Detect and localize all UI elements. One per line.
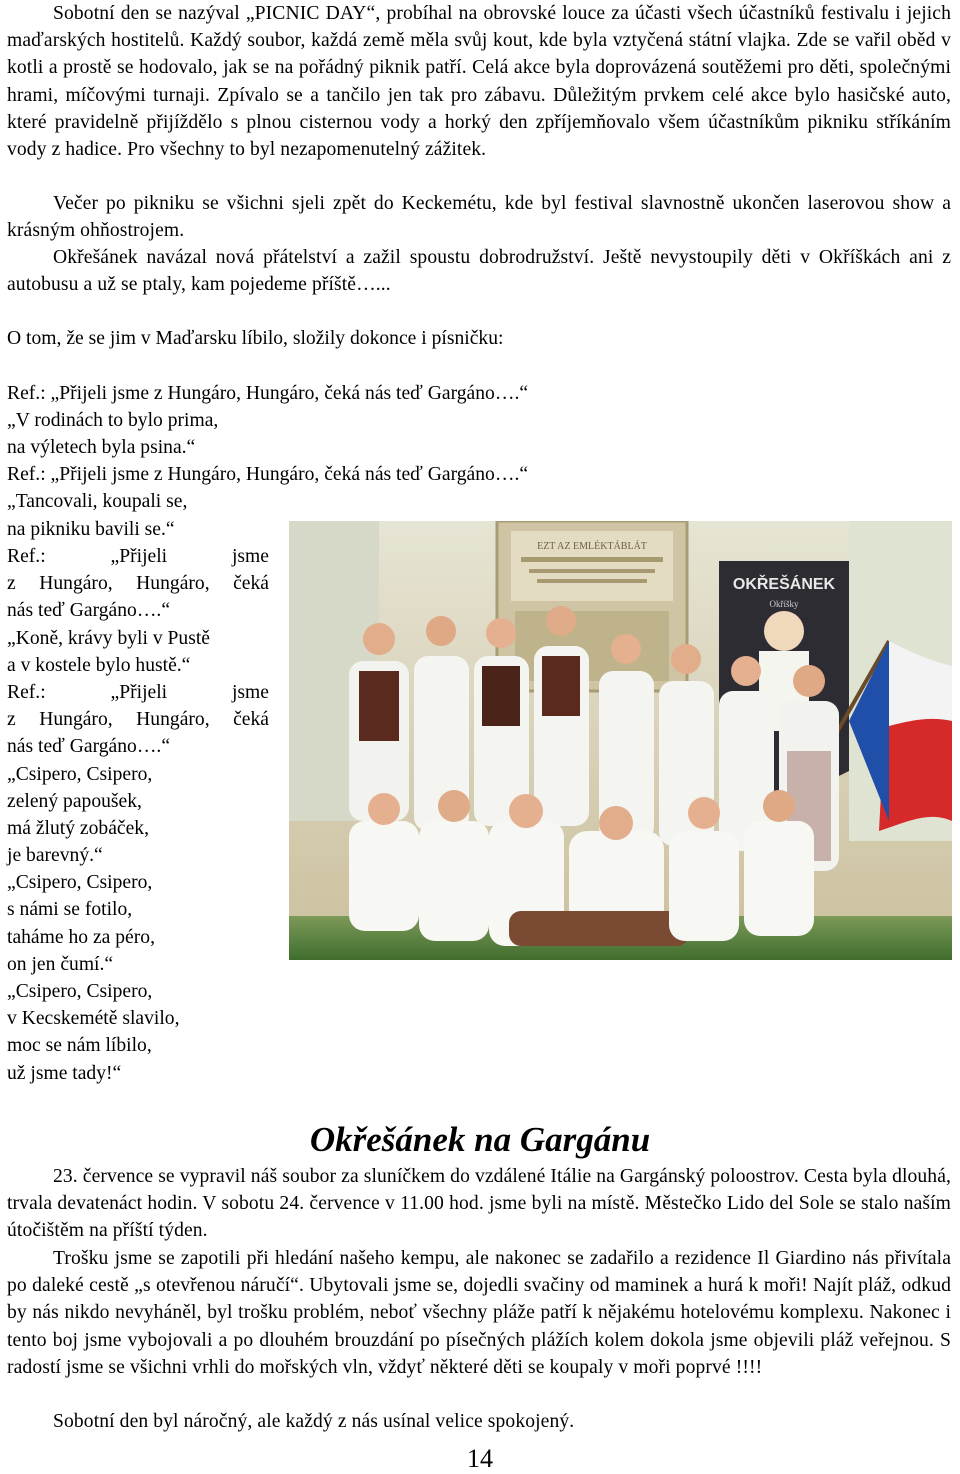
song-line: v Kecskemétě slavilo, xyxy=(7,1008,180,1030)
song-line: zelený papoušek, xyxy=(7,790,142,812)
song-line: Ref.: „Přijeli jsme z Hungáro, Hungáro, čeká nás teď Gargáno….“ xyxy=(7,464,529,485)
section-paragraph-2: Trošku jsme se zapotili při hledání našeho kempu, ale nakonec se zadařilo a rezidence Il Giardino nás přivítala po daleké cestě „s otevřenou náručí“. Ubytovali jsme se, dojedli svačiny od maminek a hurá k moři! Najít pláž, odkud by nás nikdo nevyháněl, byl trošku problém, neboť všechny pláže patří k nějakému hotelovému komplexu. Nakonec i tento boj jsme vybojovali a po dlouhém brouzdání po písečných plážích kolem dokola jsme objevili pláž veřejnou. S radostí jsme se všichni vrhli do mořských vln, vždyť některé děti se koupaly v moři poprvé !!!! xyxy=(7,1248,951,1378)
intro-paragraph-3: Okřešánek navázal nová přátelství a zažil spoustu dobrodružství. Ještě nevystoupily děti v Okříškách ani z autobusu a už se ptaly, kam pojedeme příště…... xyxy=(7,247,951,296)
section-paragraph-3: Sobotní den byl náročný, ale každý z nás usínal velice spokojený. xyxy=(53,1411,575,1432)
song-line: už jsme tady!“ xyxy=(7,1062,122,1084)
song-intro: O tom, že se jim v Maďarsku líbilo, složily dokonce i písničku: xyxy=(7,328,504,349)
song-line: nás teď Gargáno….“ xyxy=(7,600,171,622)
group-photo-illustration xyxy=(289,521,952,960)
song-line: Ref.: „Přijeli jsme xyxy=(7,681,269,703)
page-number: 14 xyxy=(467,1444,493,1473)
section-paragraph-1: 23. července se vypravil náš soubor za sluníčkem do vzdálené Itálie na Gargánský poloostrov. Cesta byla dlouhá, trvala devatenáct hodin. V sobotu 24. července v 11.00 hod. jsme byli na místě. Městečko Lido del Sole se stalo naším útočištěm na příští týden. xyxy=(7,1166,951,1242)
intro-paragraph-1: Sobotní den se nazýval „PICNIC DAY“, probíhal na obrovské louce za účasti všech účastníků festivalu i jejich maďarských hostitelů. Každý soubor, každá země měla svůj kout, kde byla vztyčená státní vlajka. Zde se vařil oběd v kotli a prostě se hodovalo, jak se na pořádný piknik patří. Celá akce byla doprovázená soutěžemi pro děti, společnými hrami, míčovými turnaji. Zpívalo se a tančilo jen tak pro zábavu. Důležitým prvkem celé akce bylo hasičské auto, které pravidelně přijíždělo s plnou cisternou vody a horký den zpříjemňovalo všem účastníkům pikniku stříkáním vody z hadice. Pro všechny to byl nezapomenutelný zážitek. xyxy=(7,3,951,161)
song-line: z Hungáro, Hungáro, čeká xyxy=(7,573,269,595)
song-line: na pikniku bavili se.“ xyxy=(7,519,175,540)
song-line: z Hungáro, Hungáro, čeká xyxy=(7,709,269,731)
song-line: na výletech byla psina.“ xyxy=(7,437,196,458)
song-line: a v kostele bylo hustě.“ xyxy=(7,654,191,676)
song-line: moc se nám líbilo, xyxy=(7,1035,152,1057)
song-line: nás teď Gargáno….“ xyxy=(7,736,171,758)
song-line: „Csipero, Csipero, xyxy=(7,872,153,894)
song-lyrics-narrow xyxy=(7,543,269,1087)
song-line: Ref.: „Přijeli jsme z Hungáro, Hungáro, čeká nás teď Gargáno….“ xyxy=(7,383,529,404)
banner-subtext: Okříšky xyxy=(769,599,799,609)
plaque-text: EZT AZ EMLÉKTÁBLÁT xyxy=(537,541,647,552)
song-line: s námi se fotilo, xyxy=(7,899,133,921)
song-line: Ref.: „Přijeli jsme xyxy=(7,546,269,567)
song-line: „Koně, krávy byli v Pustě xyxy=(7,627,210,649)
song-line: je barevný.“ xyxy=(7,845,103,867)
song-line: taháme ho za péro, xyxy=(7,926,155,948)
intro-paragraph-2: Večer po pikniku se všichni sjeli zpět do Keckemétu, kde byl festival slavnostně ukončen laserovou show a krásným ohňostrojem. xyxy=(7,193,951,242)
song-line: „Csipero, Csipero, xyxy=(7,981,153,1002)
section-title: Okřešánek na Gargánu xyxy=(309,1120,651,1159)
song-line: „V rodinách to bylo prima, xyxy=(7,410,219,431)
song-line: má žlutý zobáček, xyxy=(7,817,149,839)
song-line: „Tancovali, koupali se, xyxy=(7,491,188,512)
song-line: „Csipero, Csipero, xyxy=(7,763,153,785)
song-line: on jen čumí.“ xyxy=(7,953,114,975)
banner-text: OKŘEŠÁNEK xyxy=(732,576,836,593)
group-photo xyxy=(289,521,952,960)
